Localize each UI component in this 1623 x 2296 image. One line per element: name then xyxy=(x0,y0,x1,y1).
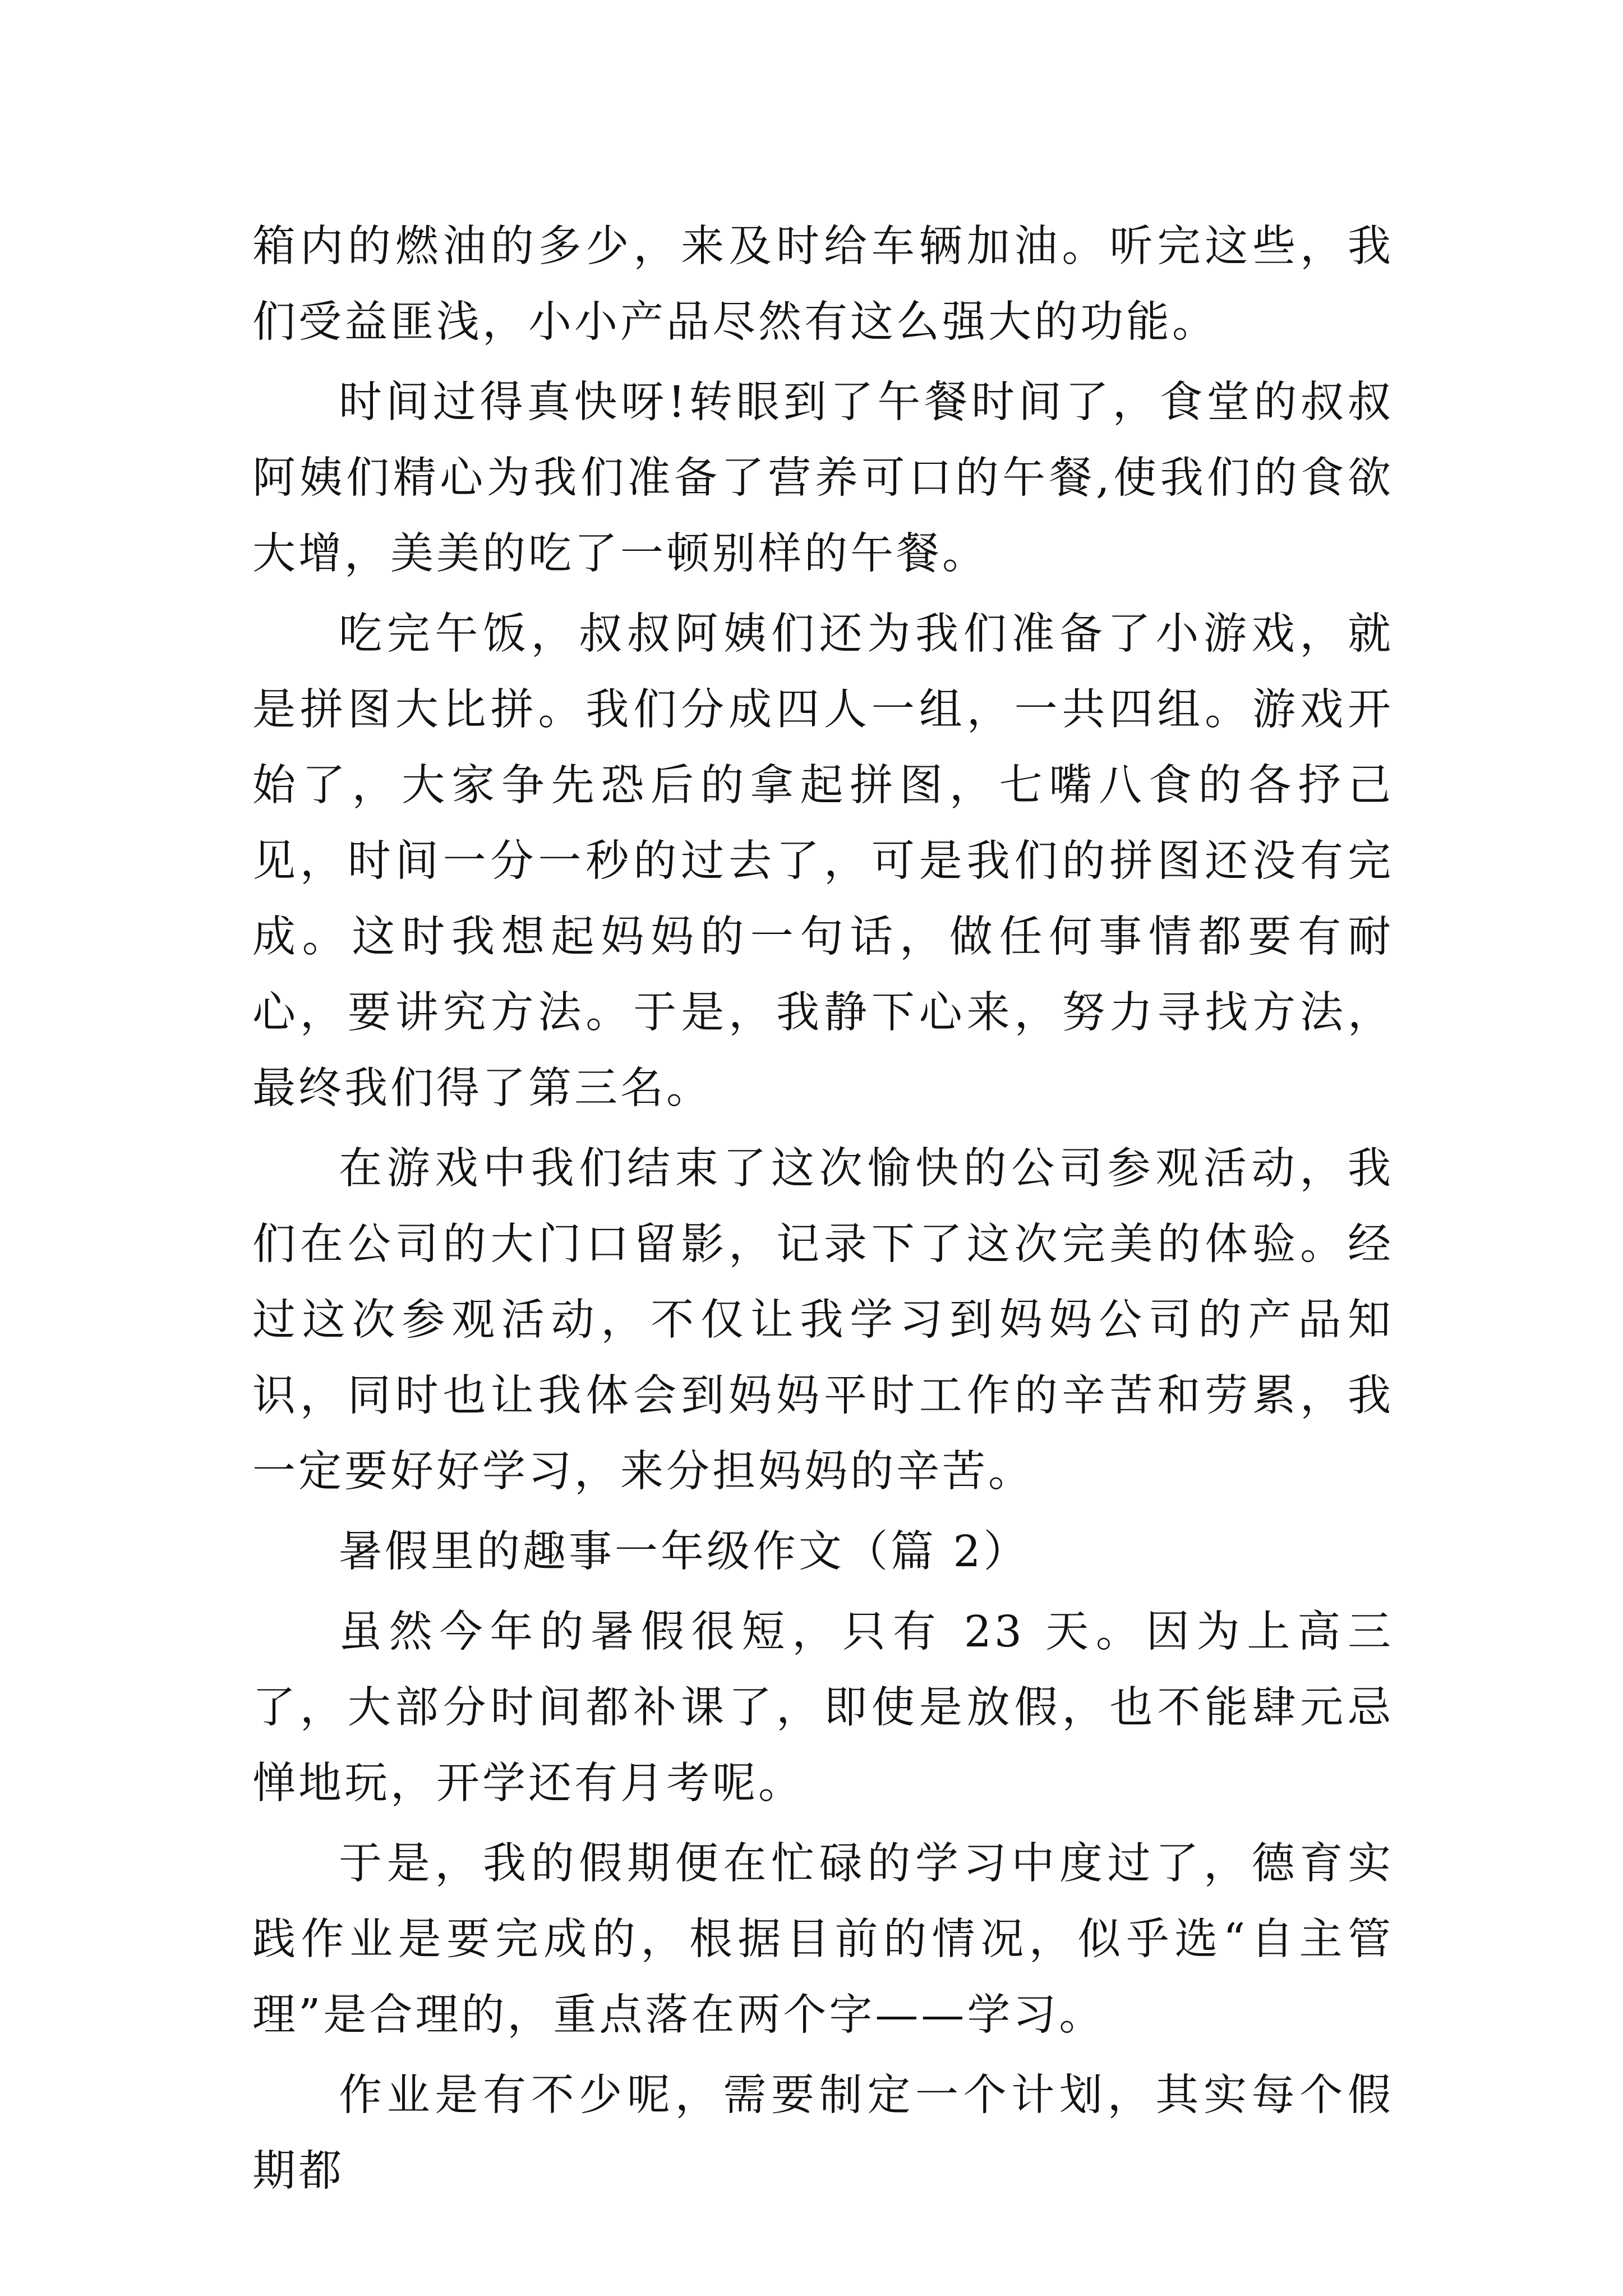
paragraph-5: 虽然今年的暑假很短，只有 23 天。因为上高三了，大部分时间都补课了，即使是放假，也不能肆元忌惮地玩，开学还有月考呢。 xyxy=(252,1607,1394,1809)
paragraph-4: 在游戏中我们结束了这次愉快的公司参观活动，我们在公司的大门口留影，记录下了这次完美的体验。经过这次参观活动，不仅让我学习到妈妈公司的产品知识，同时也让我体会到妈妈平时工作的辛苦和劳累，我一定要好好学习，来分担妈妈的辛苦。 xyxy=(252,1144,1394,1497)
paragraph-3: 吃完午饭，叔叔阿姨们还为我们准备了小游戏，就是拼图大比拼。我们分成四人一组，一共四组。游戏开始了，大家争先恐后的拿起拼图，七嘴八食的各抒己见，时间一分一秒的过去了，可是我们的拼图还没有完成。这时我想起妈妈的一句话，做任何事情都要有耐心，要讲究方法。于是，我静下心来，努力寻找方法，最终我们得了第三名。 xyxy=(252,609,1394,1114)
paragraph-6: 于是，我的假期便在忙碌的学习中度过了，德育实践作业是要完成的，根据目前的情况，似乎选“自主管理”是合理的，重点落在两个字——学习。 xyxy=(252,1839,1394,2040)
document-body xyxy=(252,209,1394,2214)
paragraph-1: 箱内的燃油的多少，来及时给车辆加油。听完这些，我们受益匪浅，小小产品尽然有这么强大的功能。 xyxy=(252,222,1394,347)
paragraph-2: 时间过得真快呀!转眼到了午餐时间了，食堂的叔叔阿姨们精心为我们准备了营养可口的午餐,使我们的食欲大增，美美的吃了一顿别样的午餐。 xyxy=(252,378,1394,579)
section-heading: 暑假里的趣事一年级作文（篇 2） xyxy=(339,1527,1030,1577)
paragraph-7: 作业是有不少呢，需要制定一个计划，其实每个假期都 xyxy=(252,2070,1394,2196)
